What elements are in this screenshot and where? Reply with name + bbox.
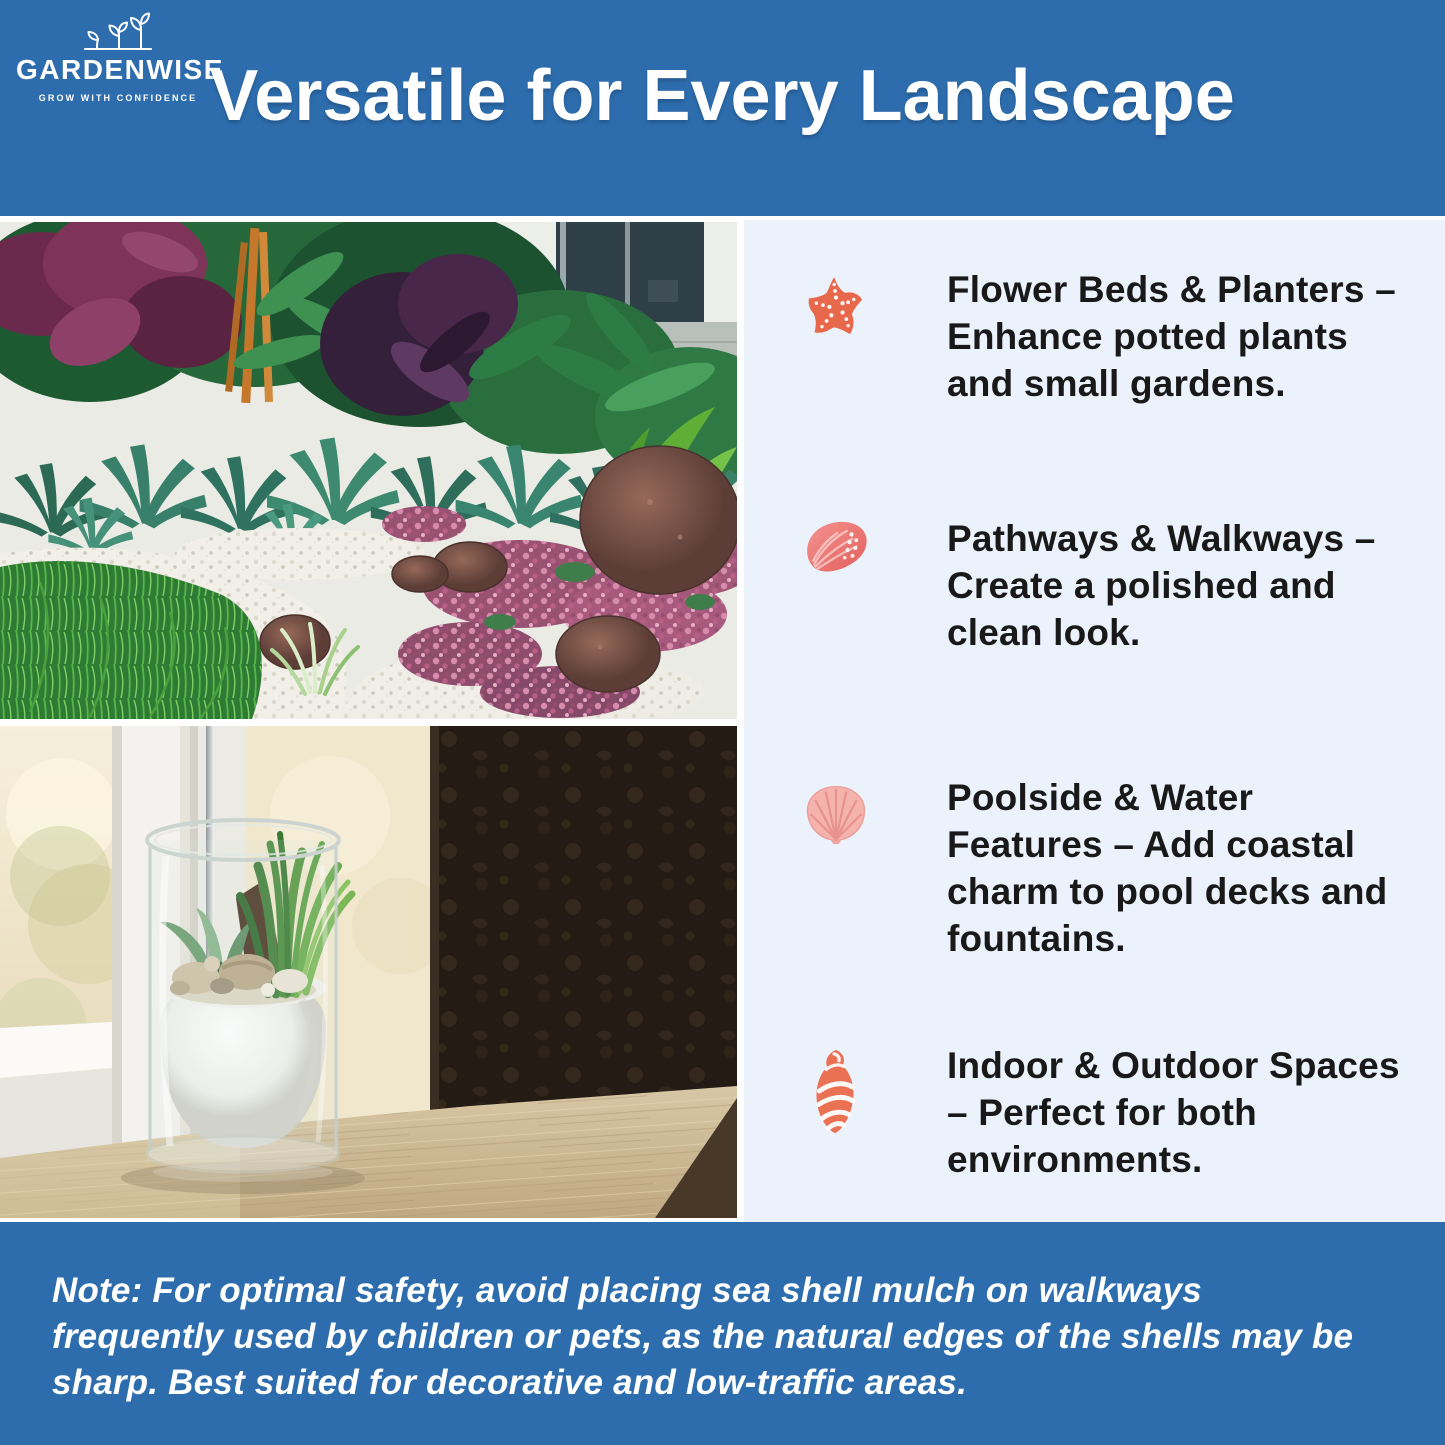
features-panel	[744, 220, 1445, 1222]
feature-line: Poolside & Water	[947, 777, 1254, 818]
brand-tagline: GROW WITH CONFIDENCE	[38, 93, 198, 103]
feature-text	[947, 515, 1376, 656]
planter-photo	[0, 726, 737, 1218]
planter-photo-art	[0, 726, 737, 1218]
feature-line: and small gardens.	[947, 363, 1286, 404]
feature-text	[947, 774, 1387, 962]
feature-pathways	[784, 515, 1431, 656]
starfish-icon	[784, 266, 888, 338]
feature-text	[947, 266, 1396, 407]
note-line: sharp. Best suited for decorative and low-traffic areas.	[52, 1363, 967, 1402]
feature-line: charm to pool decks and	[947, 871, 1388, 912]
feature-line: Enhance potted plants	[947, 316, 1348, 357]
feature-line: – Perfect for both	[947, 1092, 1257, 1133]
feature-poolside	[784, 774, 1431, 962]
feature-line: clean look.	[947, 612, 1141, 653]
feature-line: Pathways & Walkways –	[947, 518, 1376, 559]
feature-text	[947, 1042, 1400, 1183]
garden-photo-art	[0, 222, 737, 719]
scallop-shell-icon	[784, 774, 888, 846]
feature-line: fountains.	[947, 918, 1126, 959]
note-line: frequently used by children or pets, as the natural edges of the shells may be	[52, 1317, 1354, 1356]
safety-note	[52, 1268, 1419, 1406]
garden-photo	[0, 222, 737, 719]
feature-line: Create a polished and	[947, 565, 1336, 606]
conch-shell-icon	[784, 1042, 888, 1138]
page-title: Versatile for Every Landscape	[210, 56, 1235, 136]
feature-line: Indoor & Outdoor Spaces	[947, 1045, 1400, 1086]
feature-line: Features – Add coastal	[947, 824, 1356, 865]
feature-indoor-outdoor	[784, 1042, 1431, 1183]
clam-shell-icon	[784, 515, 888, 579]
sprout-logo-icon	[75, 8, 161, 54]
feature-flower-beds	[784, 266, 1431, 407]
feature-line: Flower Beds & Planters –	[947, 269, 1396, 310]
brand-name: GARDENWISE	[16, 54, 224, 85]
feature-line: environments.	[947, 1139, 1203, 1180]
note-line: Note: For optimal safety, avoid placing sea shell mulch on walkways	[52, 1271, 1202, 1310]
